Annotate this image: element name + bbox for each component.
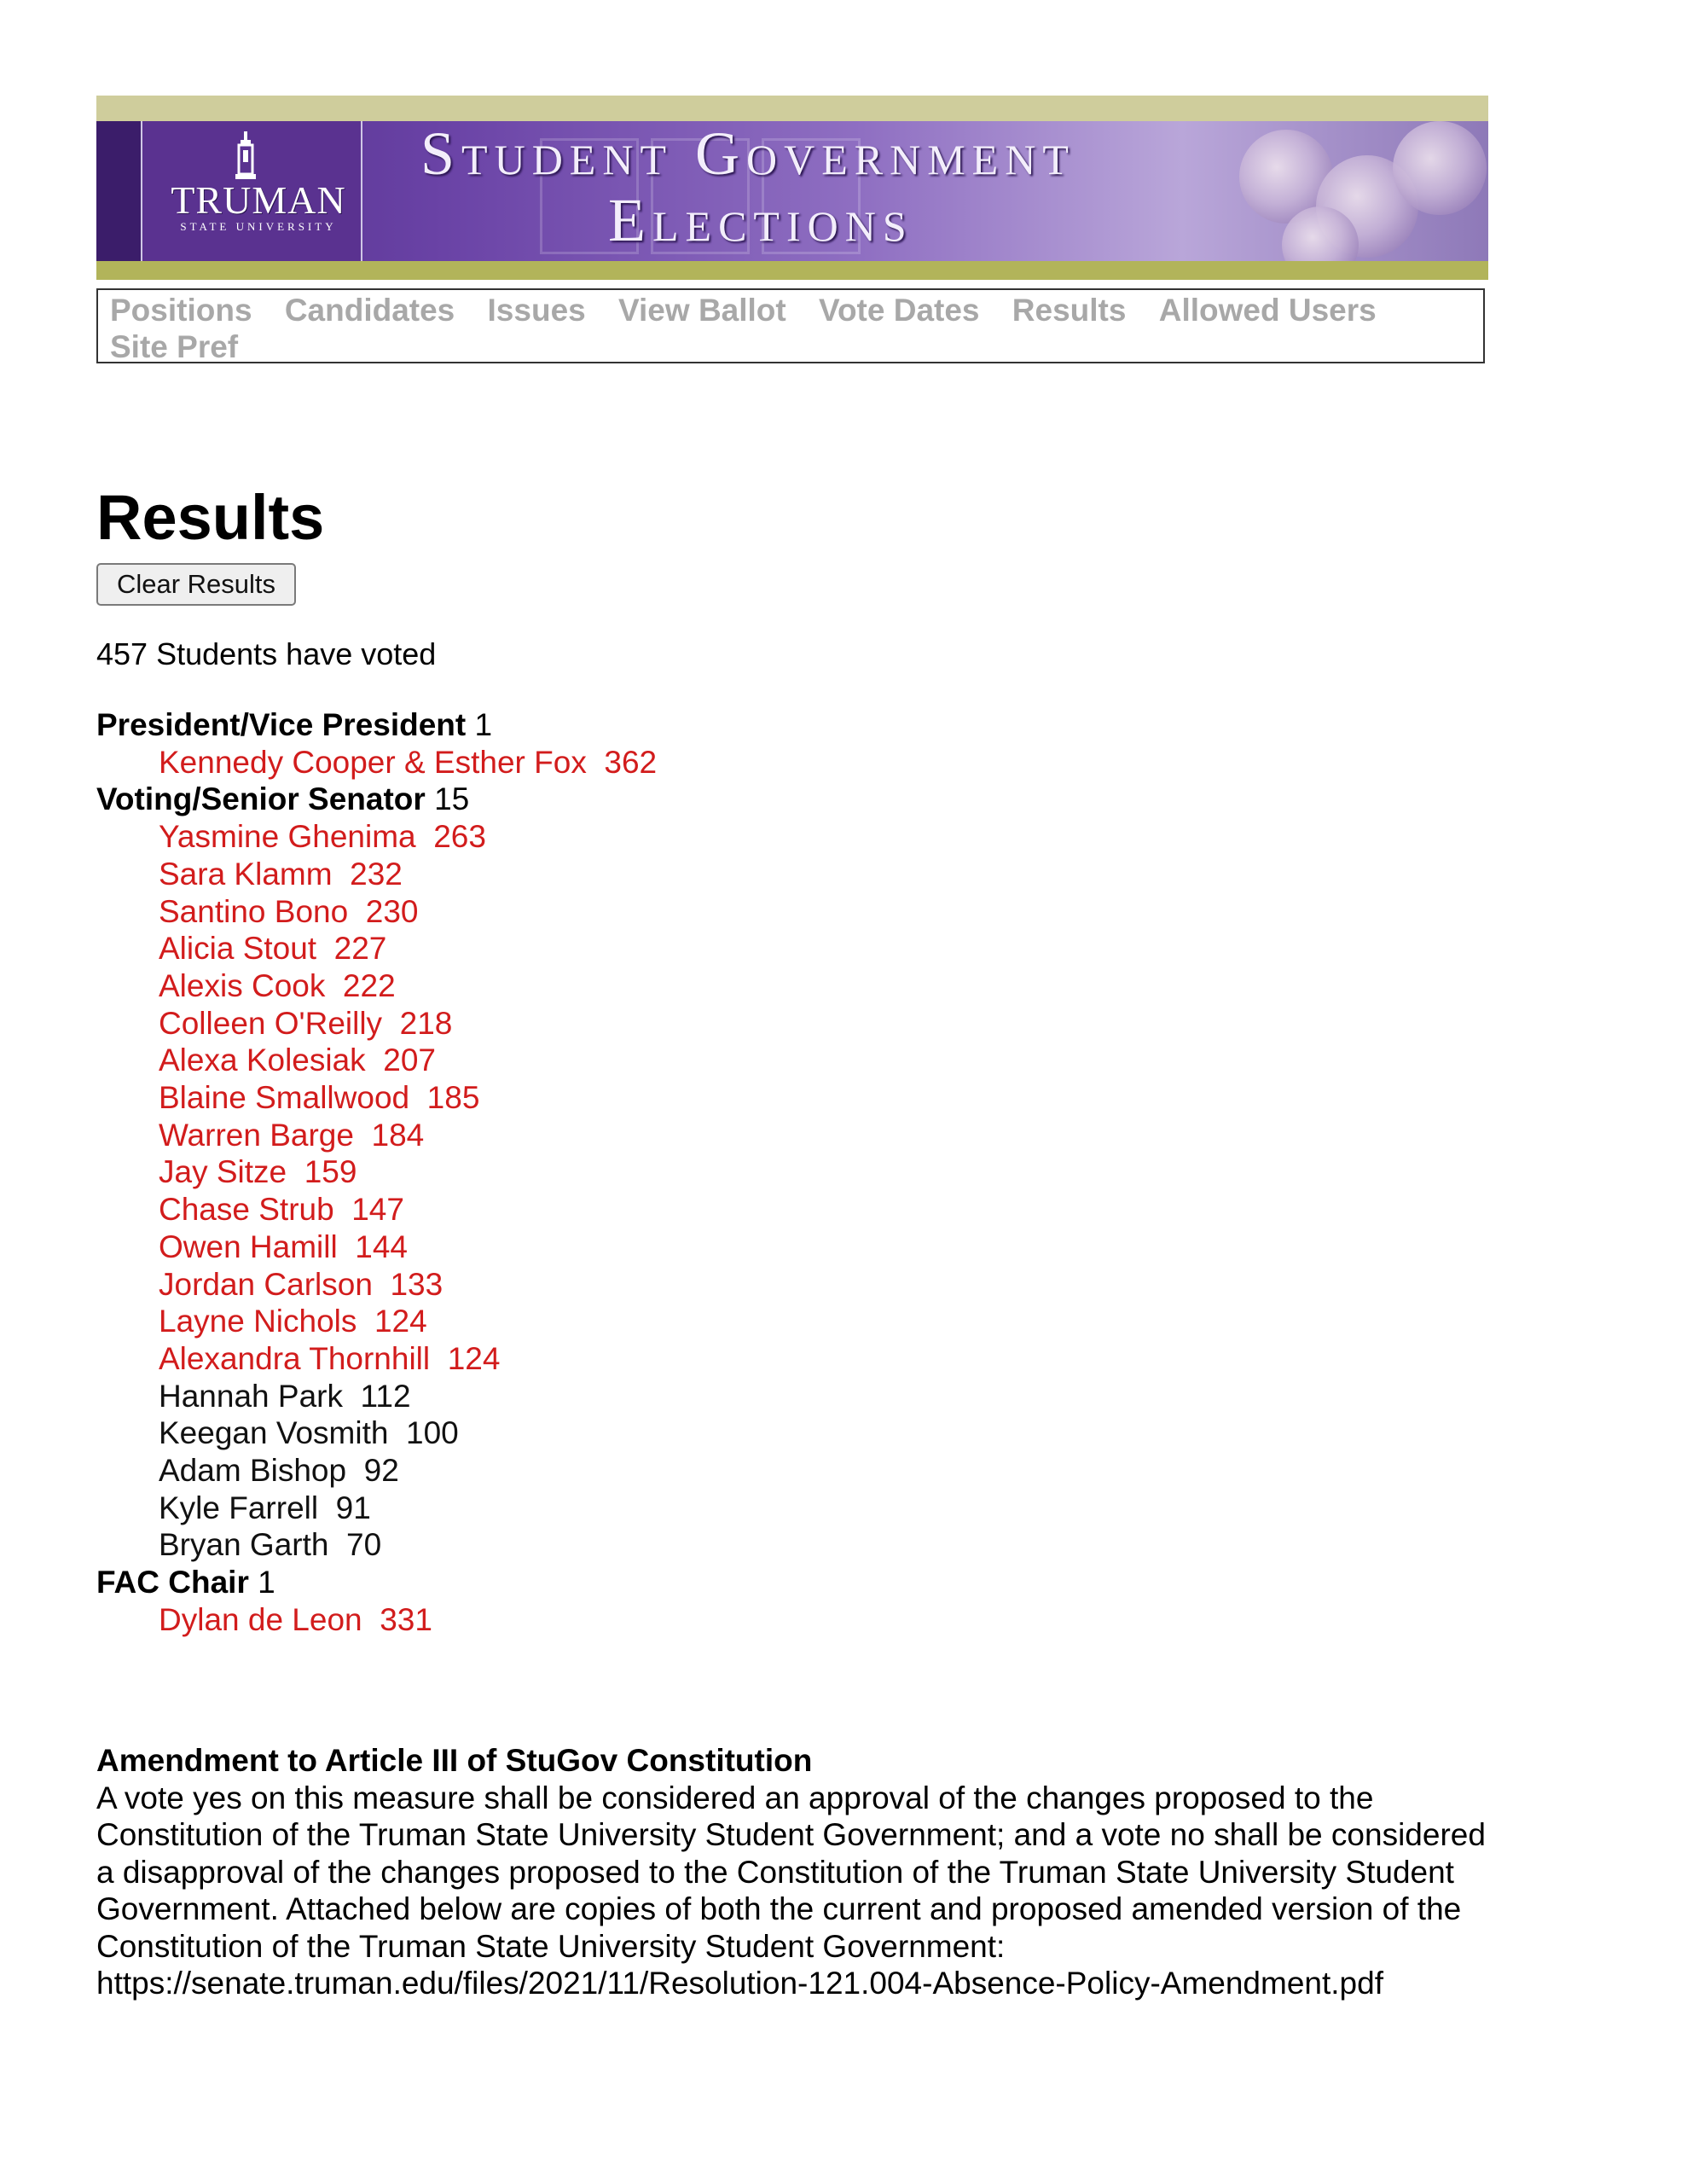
candidate-name: Keegan Vosmith: [159, 1415, 389, 1451]
position-seat-count: 15: [434, 781, 470, 817]
banner-main: [96, 121, 1488, 261]
banner-title-line2: Elections: [608, 186, 913, 254]
candidate-row: [96, 1079, 657, 1117]
candidate-votes: 144: [355, 1228, 409, 1264]
page: [96, 96, 1488, 2001]
candidate-row: [96, 1266, 657, 1304]
candidate-votes: 112: [360, 1378, 411, 1414]
logo-subtext: STATE UNIVERSITY: [180, 220, 337, 233]
candidate-name: Alexis Cook: [159, 967, 326, 1003]
candidate-name: Chase Strub: [159, 1192, 334, 1228]
tower-icon: [233, 131, 258, 183]
candidate-name: Layne Nichols: [159, 1304, 357, 1339]
page-title: Results: [96, 482, 325, 553]
issue-section: [96, 1742, 1488, 2002]
candidate-votes: 70: [346, 1527, 382, 1563]
position-row: [96, 781, 657, 818]
candidate-name: Kennedy Cooper & Esther Fox: [159, 744, 587, 780]
candidate-votes: 232: [350, 856, 403, 892]
candidate-votes: 230: [365, 893, 419, 929]
issue-description: A vote yes on this measure shall be considered an approval of the changes proposed to the Constitution of the Truman State University Student Government; and a vote no shall be considered a disapproval of the changes proposed to the Constitution of the Truman State University Student Government. Attached below are copies of both the current and proposed amended version of the Constitution of the Truman State University Student Government: https://senate.truman.edu/files/2021/11/Resolution-121.004-Absence-Policy-Amendment.pdf: [96, 1780, 1486, 2001]
candidate-name: Alexandra Thornhill: [159, 1340, 431, 1376]
candidate-votes: 218: [399, 1005, 453, 1041]
nav-link-site-pref[interactable]: Site Pref: [110, 329, 239, 364]
nav-link-results[interactable]: Results: [1012, 293, 1127, 328]
clear-results-button[interactable]: Clear Results: [96, 563, 296, 606]
nav-link-view-ballot[interactable]: View Ballot: [618, 293, 786, 328]
position-name: President/Vice President: [96, 707, 467, 742]
nav-link-positions[interactable]: Positions: [110, 293, 252, 328]
candidate-row: [96, 1601, 657, 1639]
candidate-votes: 362: [604, 744, 658, 780]
candidate-name: Adam Bishop: [159, 1453, 347, 1489]
candidate-name: Blaine Smallwood: [159, 1080, 410, 1116]
candidate-name: Sara Klamm: [159, 856, 333, 892]
site-banner: [96, 96, 1488, 280]
candidate-row: [96, 1526, 657, 1564]
candidate-name: Hannah Park: [159, 1378, 343, 1414]
banner-title: [420, 121, 1273, 254]
nav-link-allowed-users[interactable]: Allowed Users: [1158, 293, 1377, 328]
main-nav: [96, 288, 1485, 363]
candidate-votes: 184: [371, 1117, 425, 1153]
candidate-votes: 227: [333, 931, 387, 967]
nav-link-vote-dates[interactable]: Vote Dates: [819, 293, 980, 328]
candidate-votes: 92: [363, 1453, 399, 1489]
nav-link-candidates[interactable]: Candidates: [284, 293, 455, 328]
candidate-row: [96, 893, 657, 931]
candidate-row: [96, 744, 657, 781]
candidate-row: [96, 1378, 657, 1415]
candidate-row: [96, 1153, 657, 1191]
candidate-votes: 147: [351, 1192, 404, 1228]
candidate-row: [96, 1414, 657, 1452]
candidate-name: Jordan Carlson: [159, 1266, 373, 1302]
candidate-name: Warren Barge: [159, 1117, 354, 1153]
candidate-name: Alexa Kolesiak: [159, 1043, 366, 1078]
candidate-row: [96, 1340, 657, 1378]
candidate-row: [96, 1191, 657, 1228]
candidate-row: [96, 1303, 657, 1340]
candidate-row: [96, 1117, 657, 1154]
candidate-votes: 207: [383, 1043, 436, 1078]
candidate-votes: 331: [380, 1601, 432, 1637]
candidate-votes: 133: [390, 1266, 443, 1302]
candidate-row: [96, 856, 657, 893]
banner-top-strip: [96, 96, 1488, 121]
candidate-votes: 91: [335, 1490, 371, 1525]
candidate-votes: 185: [426, 1080, 480, 1116]
banner-title-line1: Student Government: [420, 121, 1075, 188]
position-name: FAC Chair: [96, 1565, 249, 1600]
candidate-votes: 222: [342, 967, 396, 1003]
candidate-name: Bryan Garth: [159, 1527, 329, 1563]
candidate-votes: 159: [304, 1154, 357, 1190]
candidate-row: [96, 1042, 657, 1079]
nav-link-issues[interactable]: Issues: [487, 293, 586, 328]
candidate-votes: 124: [374, 1304, 427, 1339]
logo-stripe: [96, 121, 142, 261]
logo-wordmark: TRUMAN: [171, 178, 346, 222]
candidate-name: Colleen O'Reilly: [159, 1005, 383, 1041]
position-row: [96, 1564, 657, 1601]
candidate-votes: 263: [433, 819, 486, 855]
results-tally: [96, 706, 657, 1639]
candidate-votes: 100: [406, 1415, 459, 1451]
university-logo[interactable]: [96, 121, 362, 261]
candidate-row: [96, 930, 657, 967]
candidate-name: Santino Bono: [159, 893, 349, 929]
candidate-name: Alicia Stout: [159, 931, 317, 967]
candidate-row: [96, 818, 657, 856]
candidate-name: Dylan de Leon: [159, 1601, 362, 1637]
candidate-row: [96, 967, 657, 1005]
banner-photo-student: [1393, 121, 1487, 215]
candidate-row: [96, 1005, 657, 1043]
candidate-name: Kyle Farrell: [159, 1490, 319, 1525]
voted-count: 457 Students have voted: [96, 636, 437, 671]
candidate-name: Jay Sitze: [159, 1154, 287, 1190]
candidate-votes: 124: [447, 1340, 501, 1376]
candidate-name: Owen Hamill: [159, 1228, 338, 1264]
candidate-name: Yasmine Ghenima: [159, 819, 416, 855]
position-row: [96, 706, 657, 744]
position-seat-count: 1: [474, 707, 493, 742]
position-name: Voting/Senior Senator: [96, 781, 426, 817]
position-seat-count: 1: [258, 1565, 275, 1600]
issue-title: Amendment to Article III of StuGov Constitution: [96, 1743, 813, 1778]
candidate-row: [96, 1452, 657, 1490]
banner-bottom-strip: [96, 261, 1488, 280]
candidate-row: [96, 1228, 657, 1266]
candidate-row: [96, 1490, 657, 1527]
